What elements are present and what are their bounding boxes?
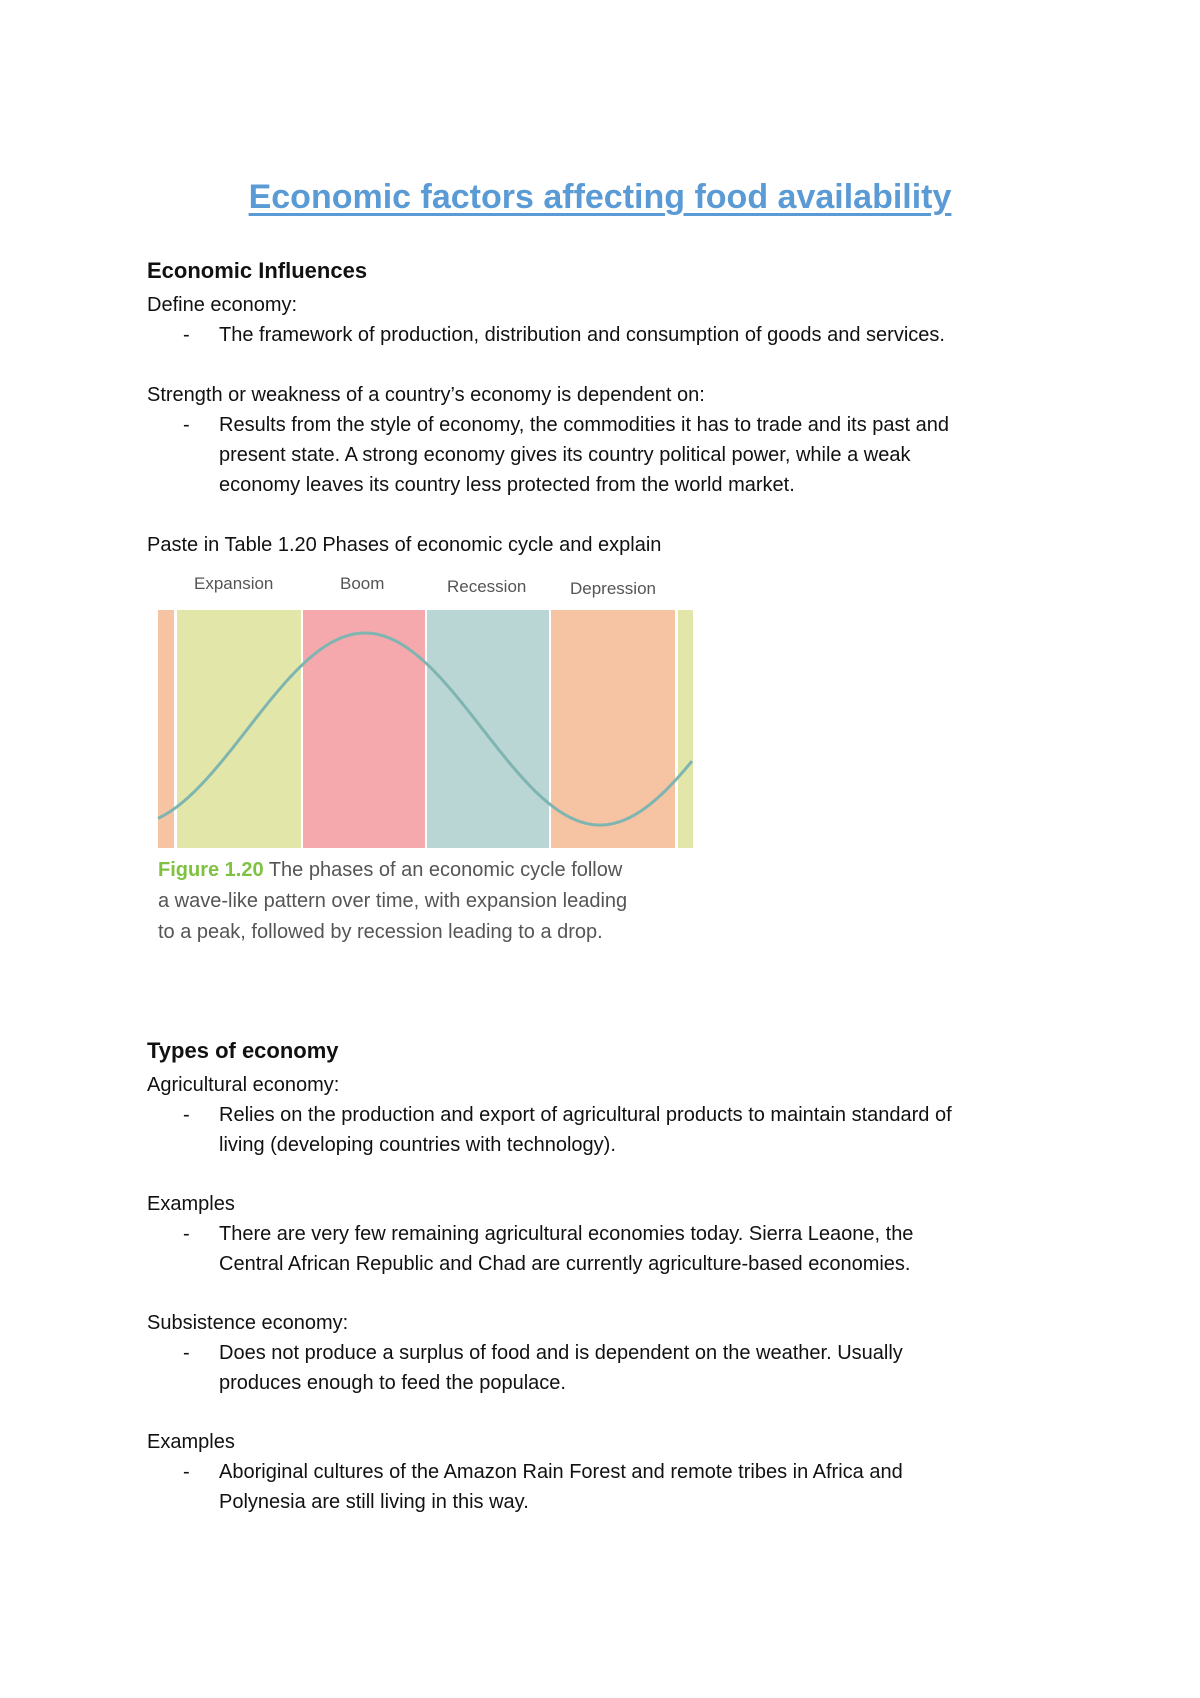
strength-label: Strength or weakness of a country’s economy is dependent on: — [147, 384, 705, 406]
strength-item-line-3: economy leaves its country less protected from the world market. — [219, 474, 795, 496]
examples-item-line-1: Aboriginal cultures of the Amazon Rain Forest and remote tribes in Africa and — [219, 1461, 903, 1483]
phase-band-expansion — [177, 610, 301, 848]
phase-band-depression — [551, 610, 675, 848]
agricultural-economy-label: Agricultural economy: — [147, 1074, 340, 1096]
bullet-dash: - — [183, 1223, 190, 1245]
phase-band-recession — [427, 610, 549, 848]
bullet-dash: - — [183, 414, 190, 436]
phase-label-boom: Boom — [340, 574, 385, 593]
figure-caption-line-1: The phases of an economic cycle follow — [263, 859, 623, 881]
agricultural-item-line-1: Relies on the production and export of agricultural products to maintain standard of — [219, 1104, 952, 1126]
heading-types-of-economy: Types of economy — [147, 1038, 339, 1063]
bullet-dash: - — [183, 1461, 190, 1483]
figure-caption — [158, 855, 718, 948]
figure-caption-label: Figure 1.20 — [158, 859, 264, 881]
examples-item-line-2: Polynesia are still living in this way. — [219, 1491, 529, 1513]
agricultural-item-line-2: living (developing countries with technology). — [219, 1134, 616, 1156]
examples-label: Examples — [147, 1431, 235, 1453]
subsistence-economy-label: Subsistence economy: — [147, 1312, 349, 1334]
phase-band-boom — [303, 610, 425, 848]
strength-item-line-2: present state. A strong economy gives its country political power, while a weak — [219, 444, 911, 466]
bullet-dash: - — [183, 1342, 190, 1364]
paste-table-label: Paste in Table 1.20 Phases of economic cycle and explain — [147, 534, 662, 556]
page-title: Economic factors affecting food availability — [248, 178, 952, 216]
phase-band-edge-right — [678, 610, 693, 848]
figure-caption-line-3: to a peak, followed by recession leading to a drop. — [158, 921, 603, 943]
strength-item-line-1: Results from the style of economy, the commodities it has to trade and its past and — [219, 414, 949, 436]
bullet-dash: - — [183, 1104, 190, 1126]
subsistence-item-line-2: produces enough to feed the populace. — [219, 1372, 566, 1394]
define-economy-item: The framework of production, distribution and consumption of goods and services. — [219, 324, 945, 346]
phase-label-depression: Depression — [570, 579, 656, 598]
subsistence-item-line-1: Does not produce a surplus of food and is dependent on the weather. Usually — [219, 1342, 903, 1364]
examples-label: Examples — [147, 1193, 235, 1215]
heading-economic-influences: Economic Influences — [147, 258, 368, 283]
define-economy-label: Define economy: — [147, 294, 298, 316]
examples-item-line-2: Central African Republic and Chad are currently agriculture-based economies. — [219, 1253, 911, 1275]
phase-label-recession: Recession — [447, 577, 527, 596]
bullet-dash: - — [183, 324, 190, 346]
phase-label-expansion: Expansion — [194, 574, 274, 593]
examples-item-line-1: There are very few remaining agricultural economies today. Sierra Leaone, the — [219, 1223, 914, 1245]
figure-caption-line-2: a wave-like pattern over time, with expansion leading — [158, 890, 628, 912]
